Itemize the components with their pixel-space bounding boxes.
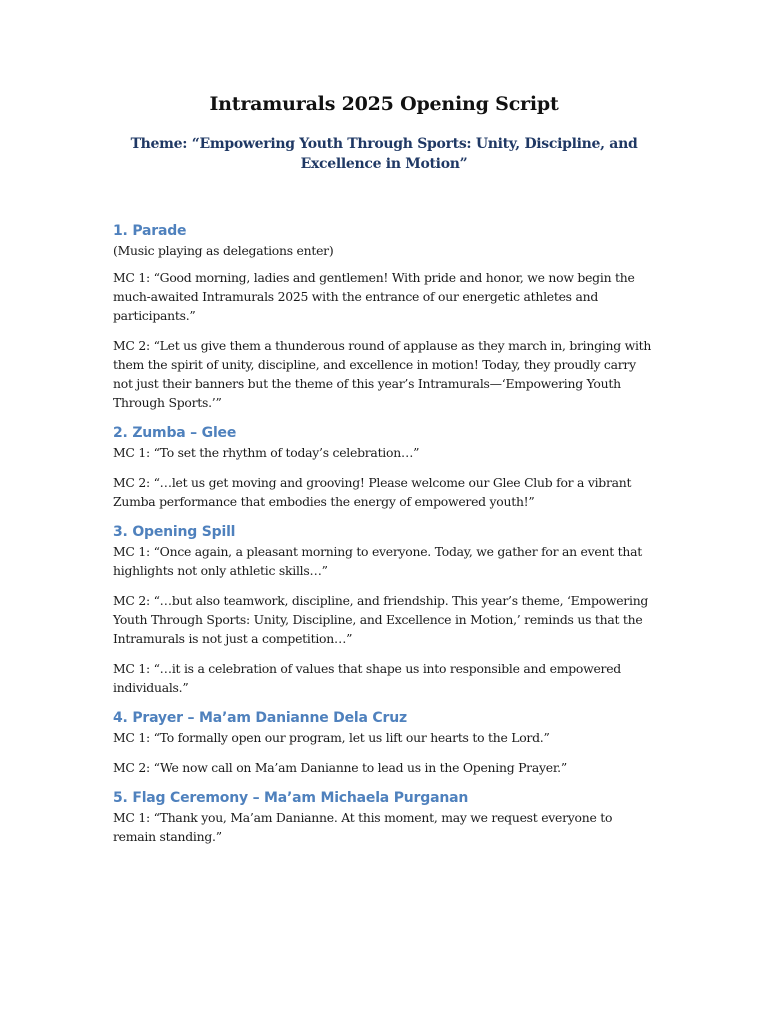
stage-direction: (Music playing as delegations enter) — [113, 243, 334, 258]
section-heading: 2. Zumba – Glee — [113, 425, 237, 441]
script-line: MC 2: “We now call on Ma’am Danianne to lead us in the Opening Prayer.” — [113, 760, 567, 775]
script-line: MC 1: “To formally open our program, let us lift our hearts to the Lord.” — [113, 730, 550, 745]
script-line: MC 2: “Let us give them a thunderous round of applause as they march in, bringing with them the spirit of unity, discipline, and excellence in motion! Today, they proudly carry not just their banners but the theme of this year’s Intramurals—‘Empowering Youth Through Sports.’” — [113, 338, 652, 410]
section-heading: 5. Flag Ceremony – Ma’am Michaela Purganan — [113, 790, 469, 806]
section-flag-ceremony — [113, 788, 658, 846]
document-title: Intramurals 2025 Opening Script — [209, 93, 559, 115]
section-prayer — [113, 708, 658, 777]
script-line: MC 1: “Once again, a pleasant morning to everyone. Today, we gather for an event that highlights not only athletic skills…” — [113, 544, 642, 578]
script-line: MC 1: “Good morning, ladies and gentlemen! With pride and honor, we now begin the much-awaited Intramurals 2025 with the entrance of our energetic athletes and participants.” — [113, 270, 635, 323]
section-heading: 3. Opening Spill — [113, 524, 236, 540]
section-parade — [113, 221, 658, 412]
script-line: MC 1: “…it is a celebration of values that shape us into responsible and empowered individuals.” — [113, 661, 621, 695]
document-theme: Theme: “Empowering Youth Through Sports: Unity, Discipline, and Excellence in Motion” — [130, 136, 638, 172]
section-heading: 1. Parade — [113, 223, 187, 239]
script-line: MC 2: “…but also teamwork, discipline, and friendship. This year’s theme, ‘Empowering Youth Through Sports: Unity, Discipline, and Excellence in Motion,’ reminds us that the Intramurals is not just a competition…” — [113, 593, 649, 646]
script-line: MC 2: “…let us get moving and grooving! Please welcome our Glee Club for a vibrant Zumba performance that embodies the energy of empowered youth!” — [113, 475, 632, 509]
script-line: MC 1: “Thank you, Ma’am Danianne. At this moment, may we request everyone to remain standing.” — [113, 810, 613, 844]
document-body — [113, 221, 658, 857]
section-opening-spill — [113, 522, 658, 697]
section-zumba — [113, 423, 658, 511]
section-heading: 4. Prayer – Ma’am Danianne Dela Cruz — [113, 710, 407, 726]
script-line: MC 1: “To set the rhythm of today’s celebration…” — [113, 445, 420, 460]
